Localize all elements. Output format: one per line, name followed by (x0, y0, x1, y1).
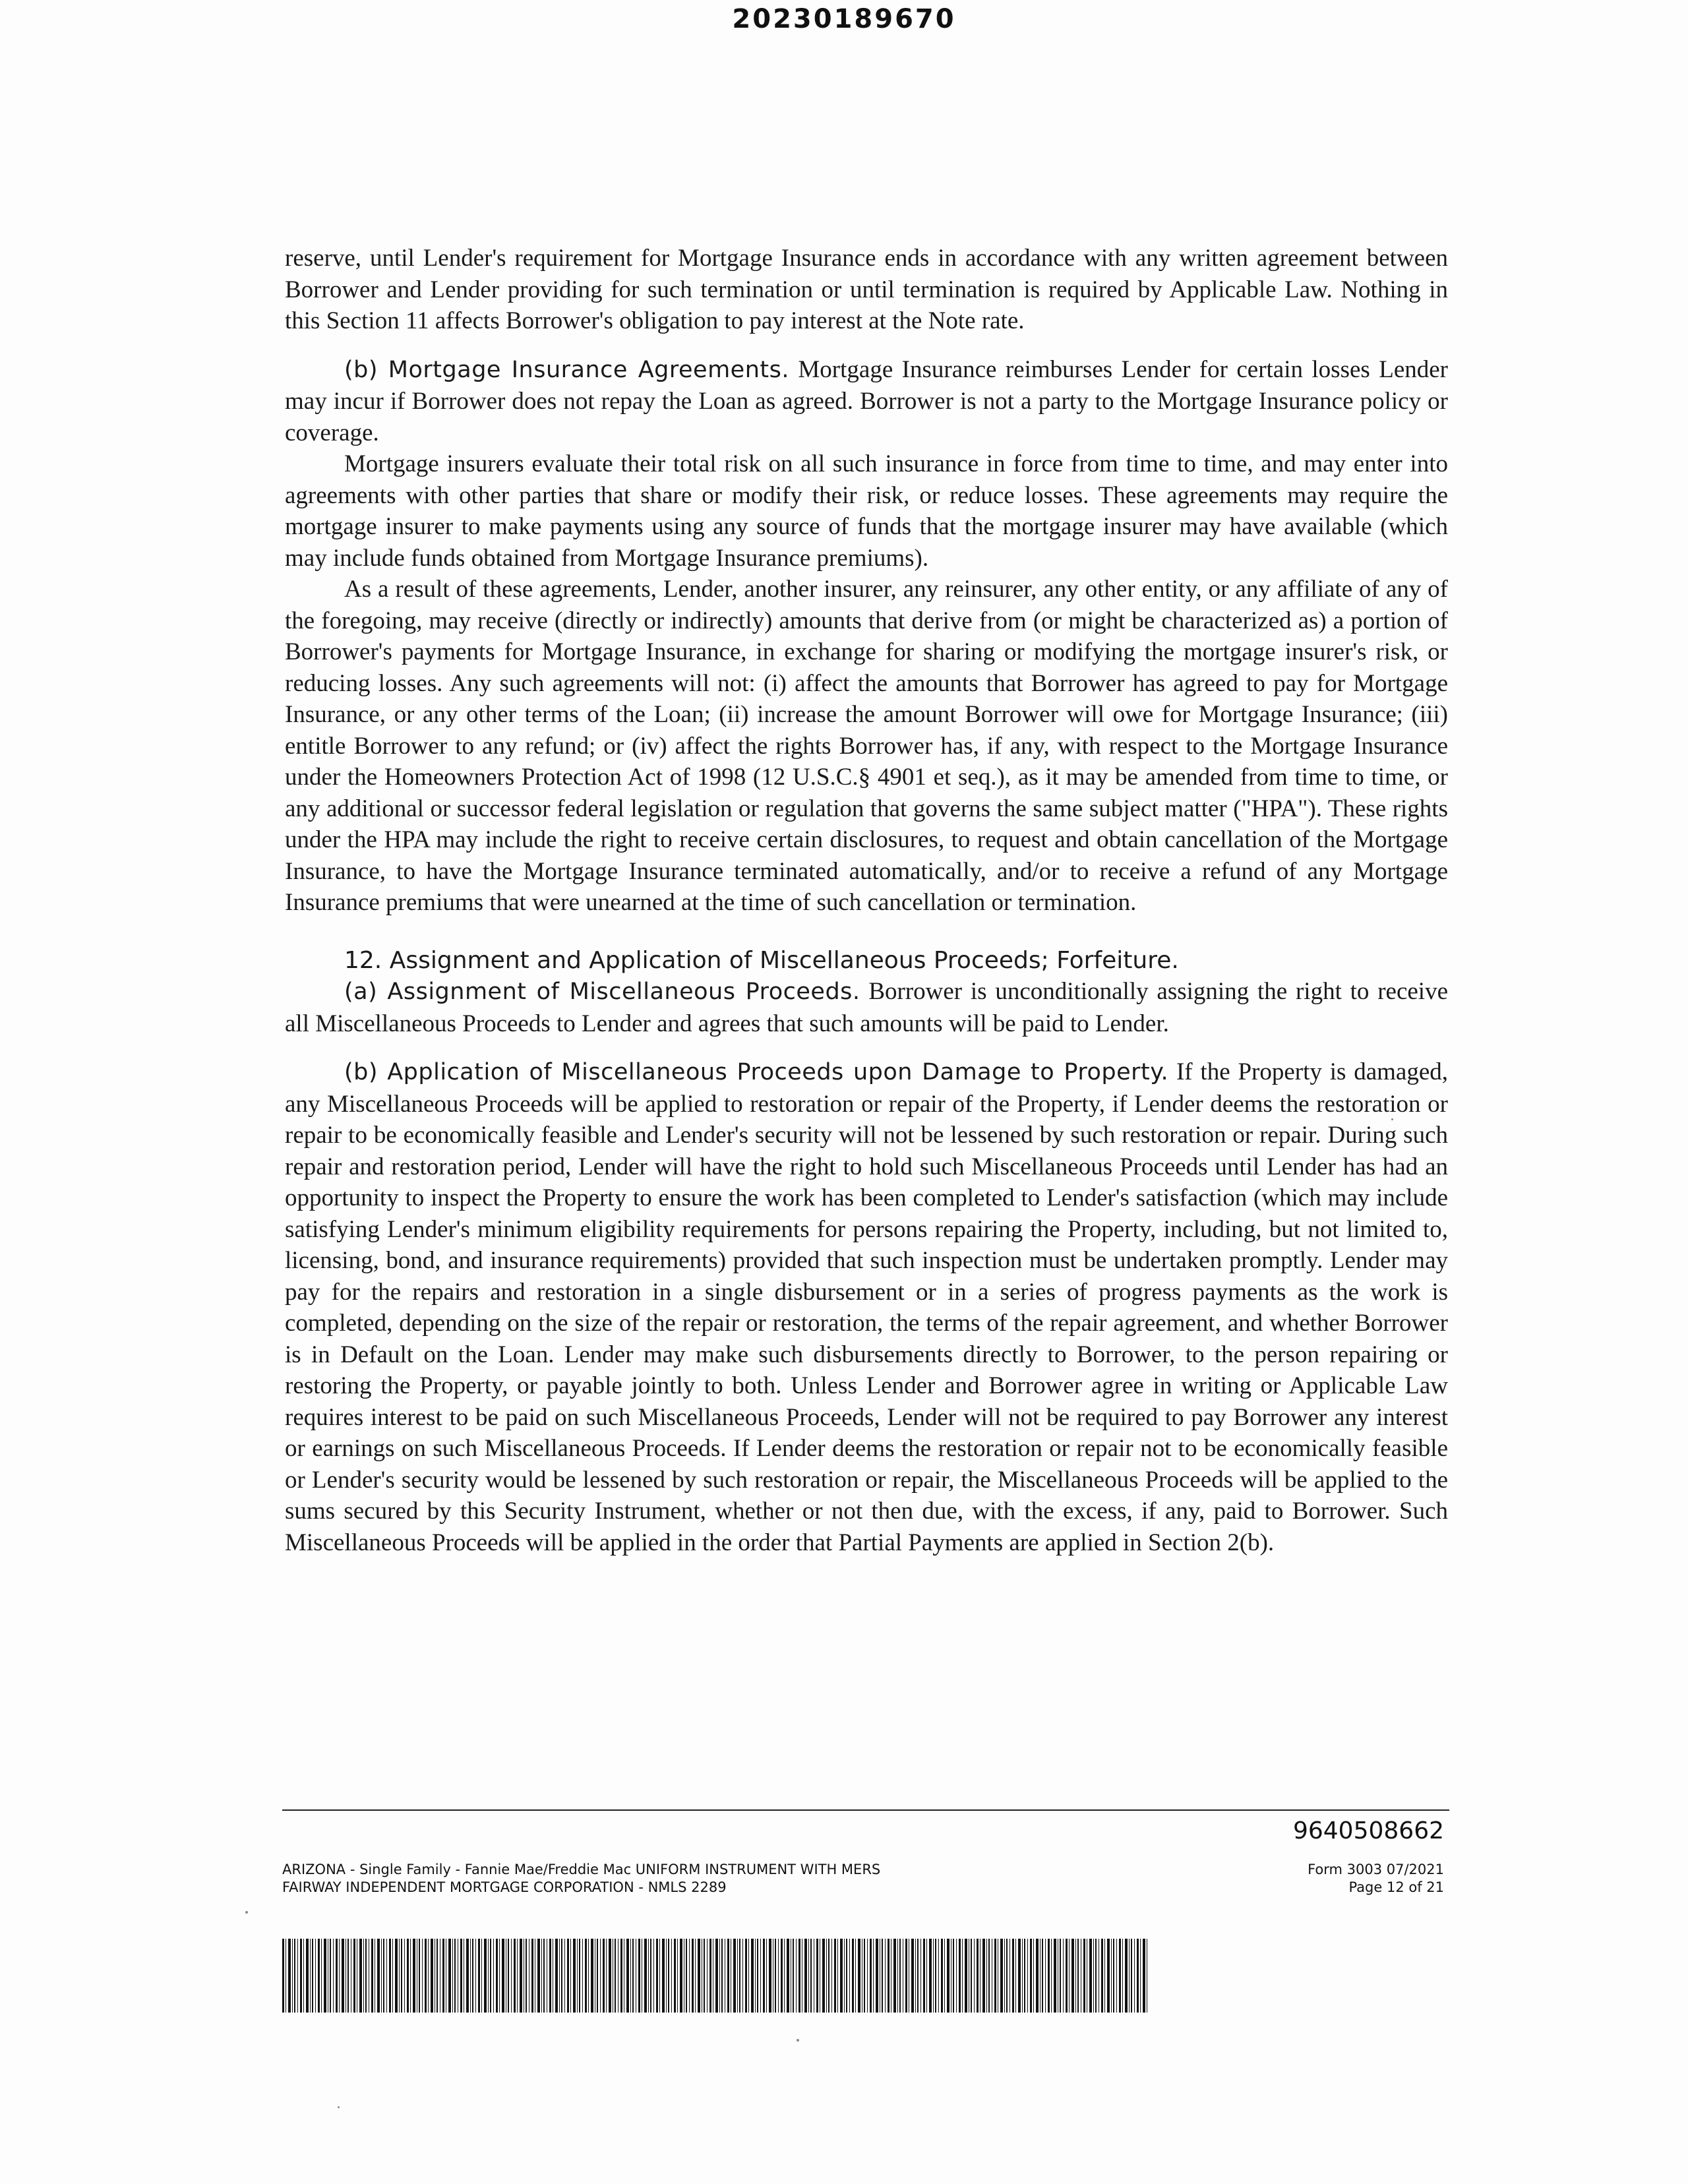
footer-instrument-info (282, 1861, 880, 1896)
footer-line-2: FAIRWAY INDEPENDENT MORTGAGE CORPORATION - NMLS 2289 (282, 1879, 727, 1895)
paragraph-assignment (285, 976, 1448, 1039)
paragraph-text: Borrower is unconditionally assigning the right to receive all Miscellaneous Proceeds to Lender and agrees that such amounts will be paid to Lender. (285, 978, 1449, 1037)
paragraph-text: If the Property is damaged, any Miscellaneous Proceeds will be applied to restoration or repair of the Property, if Lender deems the restoration or repair to be economically feasible and Lender's security will not be lessened by such restoration or repair. During such repair and restoration period, Lender will have the right to hold such Miscellaneous Proceeds until Lender has had an opportunity to inspect the Property to ensure the work has been completed to Lender's satisfaction (which may include satisfying Lender's minimum eligibility requirements for persons repairing the Property, including, but not limited to, licensing, bond, and insurance requirements) provided that such inspection must be undertaken promptly. Lender may pay for the repairs and restoration in a single disbursement or in a series of progress payments as the work is completed, depending on the size of the repair or restoration, the terms of the repair agreement, and whether Borrower is in Default on the Loan. Lender may make such disbursements directly to Borrower, to the person repairing or restoring the Property, or payable jointly to both. Unless Lender and Borrower agree in writing or Applicable Law requires interest to be paid on such Miscellaneous Proceeds, Lender will not be required to pay Borrower any interest or earnings on such Miscellaneous Proceeds. If Lender deems the restoration or repair not to be economically feasible or Lender's security would be lessened by such restoration or repair, the Miscellaneous Proceeds will be applied to the sums secured by this Security Instrument, whether or not then due, with the excess, if any, paid to Borrower. Such Miscellaneous Proceeds will be applied in the order that Partial Payments are applied in Section 2(b). (285, 1058, 1448, 1556)
subsection-heading-a: (a) Assignment of Miscellaneous Proceeds. (344, 979, 860, 1005)
footer-divider (282, 1809, 1449, 1811)
subsection-heading-b-application: (b) Application of Miscellaneous Proceeds upon Damage to Property. (344, 1059, 1169, 1085)
paragraph-result-of-agreements: As a result of these agreements, Lender, another insurer, any reinsurer, any other entity, or any affiliate of any of the foregoing, may receive (directly or indirectly) amounts that derive from (or might be characterized as) a portion of Borrower's payments for Mortgage Insurance, in exchange for sharing or modifying the mortgage insurer's risk, or reducing losses. Any such agreements will not: (i) affect the amounts that Borrower has agreed to pay for Mortgage Insurance, or any other terms of the Loan; (ii) increase the amount Borrower will owe for Mortgage Insurance; (iii) entitle Borrower to any refund; or (iv) affect the rights Borrower has, if any, with respect to the Mortgage Insurance under the Homeowners Protection Act of 1998 (12 U.S.C.§ 4901 et seq.), as it may be amended from time to time, or any additional or successor federal legislation or regulation that governs the same subject matter ("HPA"). These rights under the HPA may include the right to receive certain disclosures, to request and obtain cancellation of the Mortgage Insurance, to have the Mortgage Insurance terminated automatically, and/or to receive a refund of any Mortgage Insurance premiums that were unearned at the time of such cancellation or termination. (285, 576, 1448, 916)
paragraph-text: Mortgage Insurance reimburses Lender for certain losses Lender may incur if Borrower does not repay the Loan as agreed. Borrower is not a party to the Mortgage Insurance policy or coverage. (285, 355, 1448, 446)
scan-speck (245, 1911, 248, 1914)
paragraph-reserve: reserve, until Lender's requirement for Mortgage Insurance ends in accordance with any written agreement between Borrower and Lender providing for such termination or until termination is required by Applicable Law. Nothing in this Section 11 affects Borrower's obligation to pay interest at the Note rate. (285, 245, 1448, 334)
page-number: Page 12 of 21 (1348, 1879, 1444, 1895)
paragraph-mortgage-insurance-agreements (285, 354, 1448, 449)
scan-speck (797, 2039, 799, 2042)
form-number: Form 3003 07/2021 (1308, 1862, 1444, 1877)
subsection-heading-b: (b) Mortgage Insurance Agreements. (344, 356, 789, 383)
section-12-title: 12. Assignment and Application of Miscellaneous Proceeds; Forfeiture. (344, 946, 1179, 974)
footer-form-info (1308, 1861, 1444, 1896)
loan-number: 9640508662 (1292, 1817, 1444, 1844)
document-body (285, 243, 1448, 1558)
paragraph-mortgage-insurers: Mortgage insurers evaluate their total risk on all such insurance in force from time to time, and may enter into agreements with other parties that share or modify their risk, or reduce losses. These agreements may require the mortgage insurer to make payments using any source of funds that the mortgage insurer may have available (which may include funds obtained from Mortgage Insurance premiums). (285, 450, 1448, 572)
recording-number: 20230189670 (732, 4, 956, 34)
paragraph-application (285, 1056, 1448, 1558)
scan-speck (338, 2106, 340, 2108)
scan-speck (1391, 1118, 1393, 1120)
barcode-image (282, 1939, 1147, 2013)
footer-line-1: ARIZONA - Single Family - Fannie Mae/Freddie Mac UNIFORM INSTRUMENT WITH MERS (282, 1862, 881, 1877)
